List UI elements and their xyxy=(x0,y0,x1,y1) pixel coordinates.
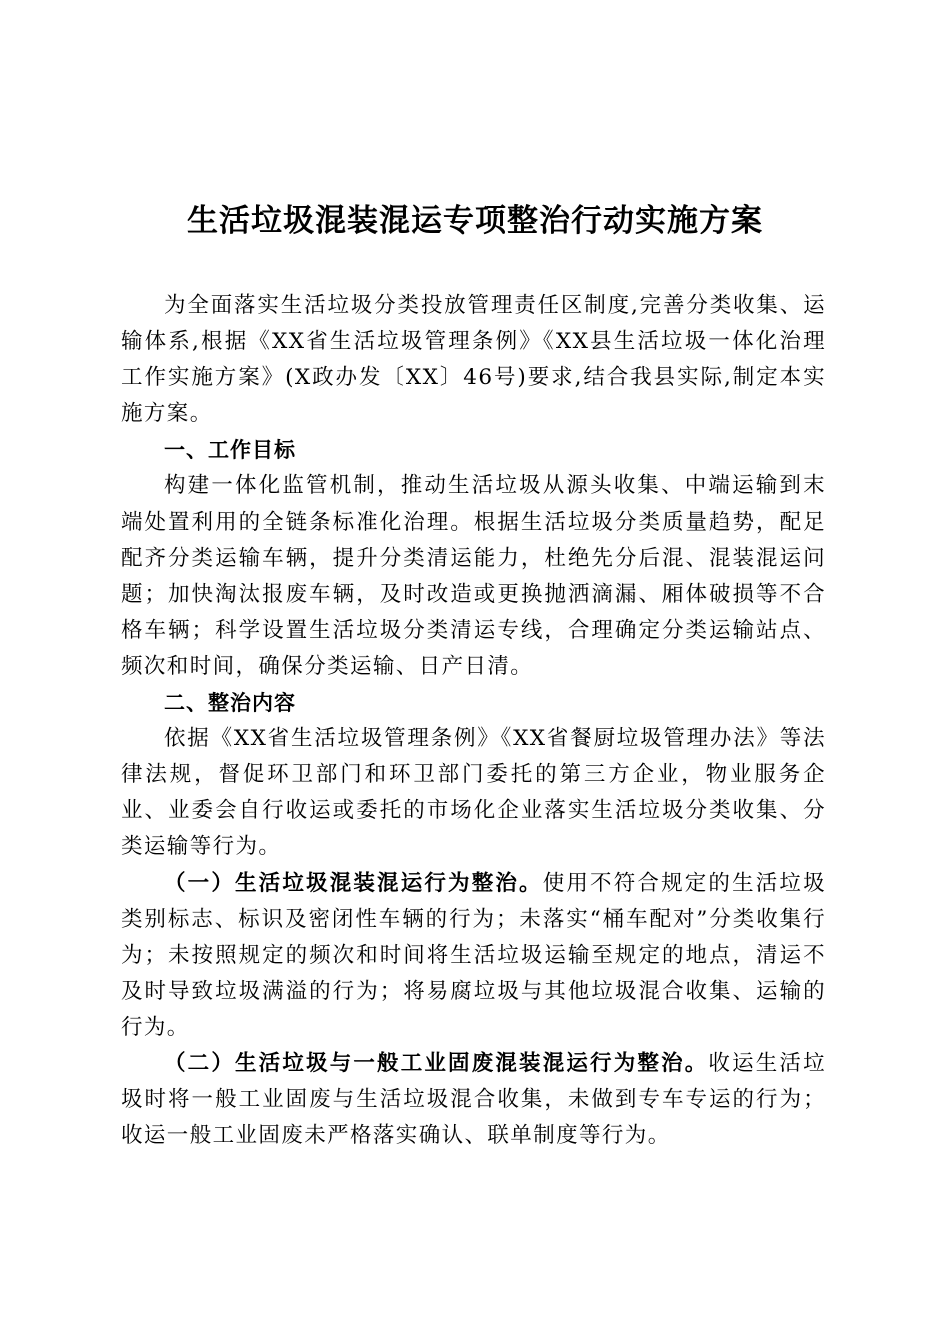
item-mixed-transport-text: 使用不符合规定的生活垃圾类别标志、标识及密闭性车辆的行为；未落实“桶车配对”分类收集行为；未按照规定的频次和时间将生活垃圾运输至规定的地点，清运不及时导致垃圾满溢的行为；将易腐垃圾与其他垃圾混合收集、运输的行为。 xyxy=(121,870,826,1040)
content-paragraph: 依据《XX省生活垃圾管理条例》《XX省餐厨垃圾管理办法》等法律法规，督促环卫部门和环卫部门委托的第三方企业，物业服务企业、业委会自行收运或委托的市场化企业落实生活垃圾分类收集、分类运输等行为。 xyxy=(121,726,826,860)
goals-paragraph: 构建一体化监管机制，推动生活垃圾从源头收集、中端运输到末端处置利用的全链条标准化治理。根据生活垃圾分类质量趋势，配足配齐分类运输车辆，提升分类清运能力，杜绝先分后混、混装混运问题；加快淘汰报废车辆，及时改造或更换抛洒滴漏、厢体破损等不合格车辆；科学设置生活垃圾分类清运专线，合理确定分类运输站点、频次和时间，确保分类运输、日产日清。 xyxy=(121,473,826,679)
item-industrial-waste xyxy=(121,1046,826,1154)
item-mixed-transport xyxy=(121,866,826,1046)
item-mixed-transport-lead: （一）生活垃圾混装混运行为整治。 xyxy=(164,870,543,896)
document-title: 生活垃圾混装混运专项整治行动实施方案 xyxy=(187,203,763,239)
document-body xyxy=(121,288,826,1154)
item-industrial-waste-lead: （二）生活垃圾与一般工业固废混装混运行为整治。 xyxy=(164,1050,709,1076)
section-heading-content: 二、整治内容 xyxy=(164,691,296,716)
item-industrial-waste-text: 收运生活垃圾时将一般工业固废与生活垃圾混合收集，未做到专车专运的行为；收运一般工业固废未严格落实确认、联单制度等行为。 xyxy=(121,1050,826,1149)
section-heading-goals: 一、工作目标 xyxy=(164,438,296,463)
intro-paragraph: 为全面落实生活垃圾分类投放管理责任区制度,完善分类收集、运输体系,根据《XX省生活垃圾管理条例》《XX县生活垃圾一体化治理工作实施方案》(X政办发〔XX〕46号)要求,结合我县实际,制定本实施方案。 xyxy=(121,293,826,427)
